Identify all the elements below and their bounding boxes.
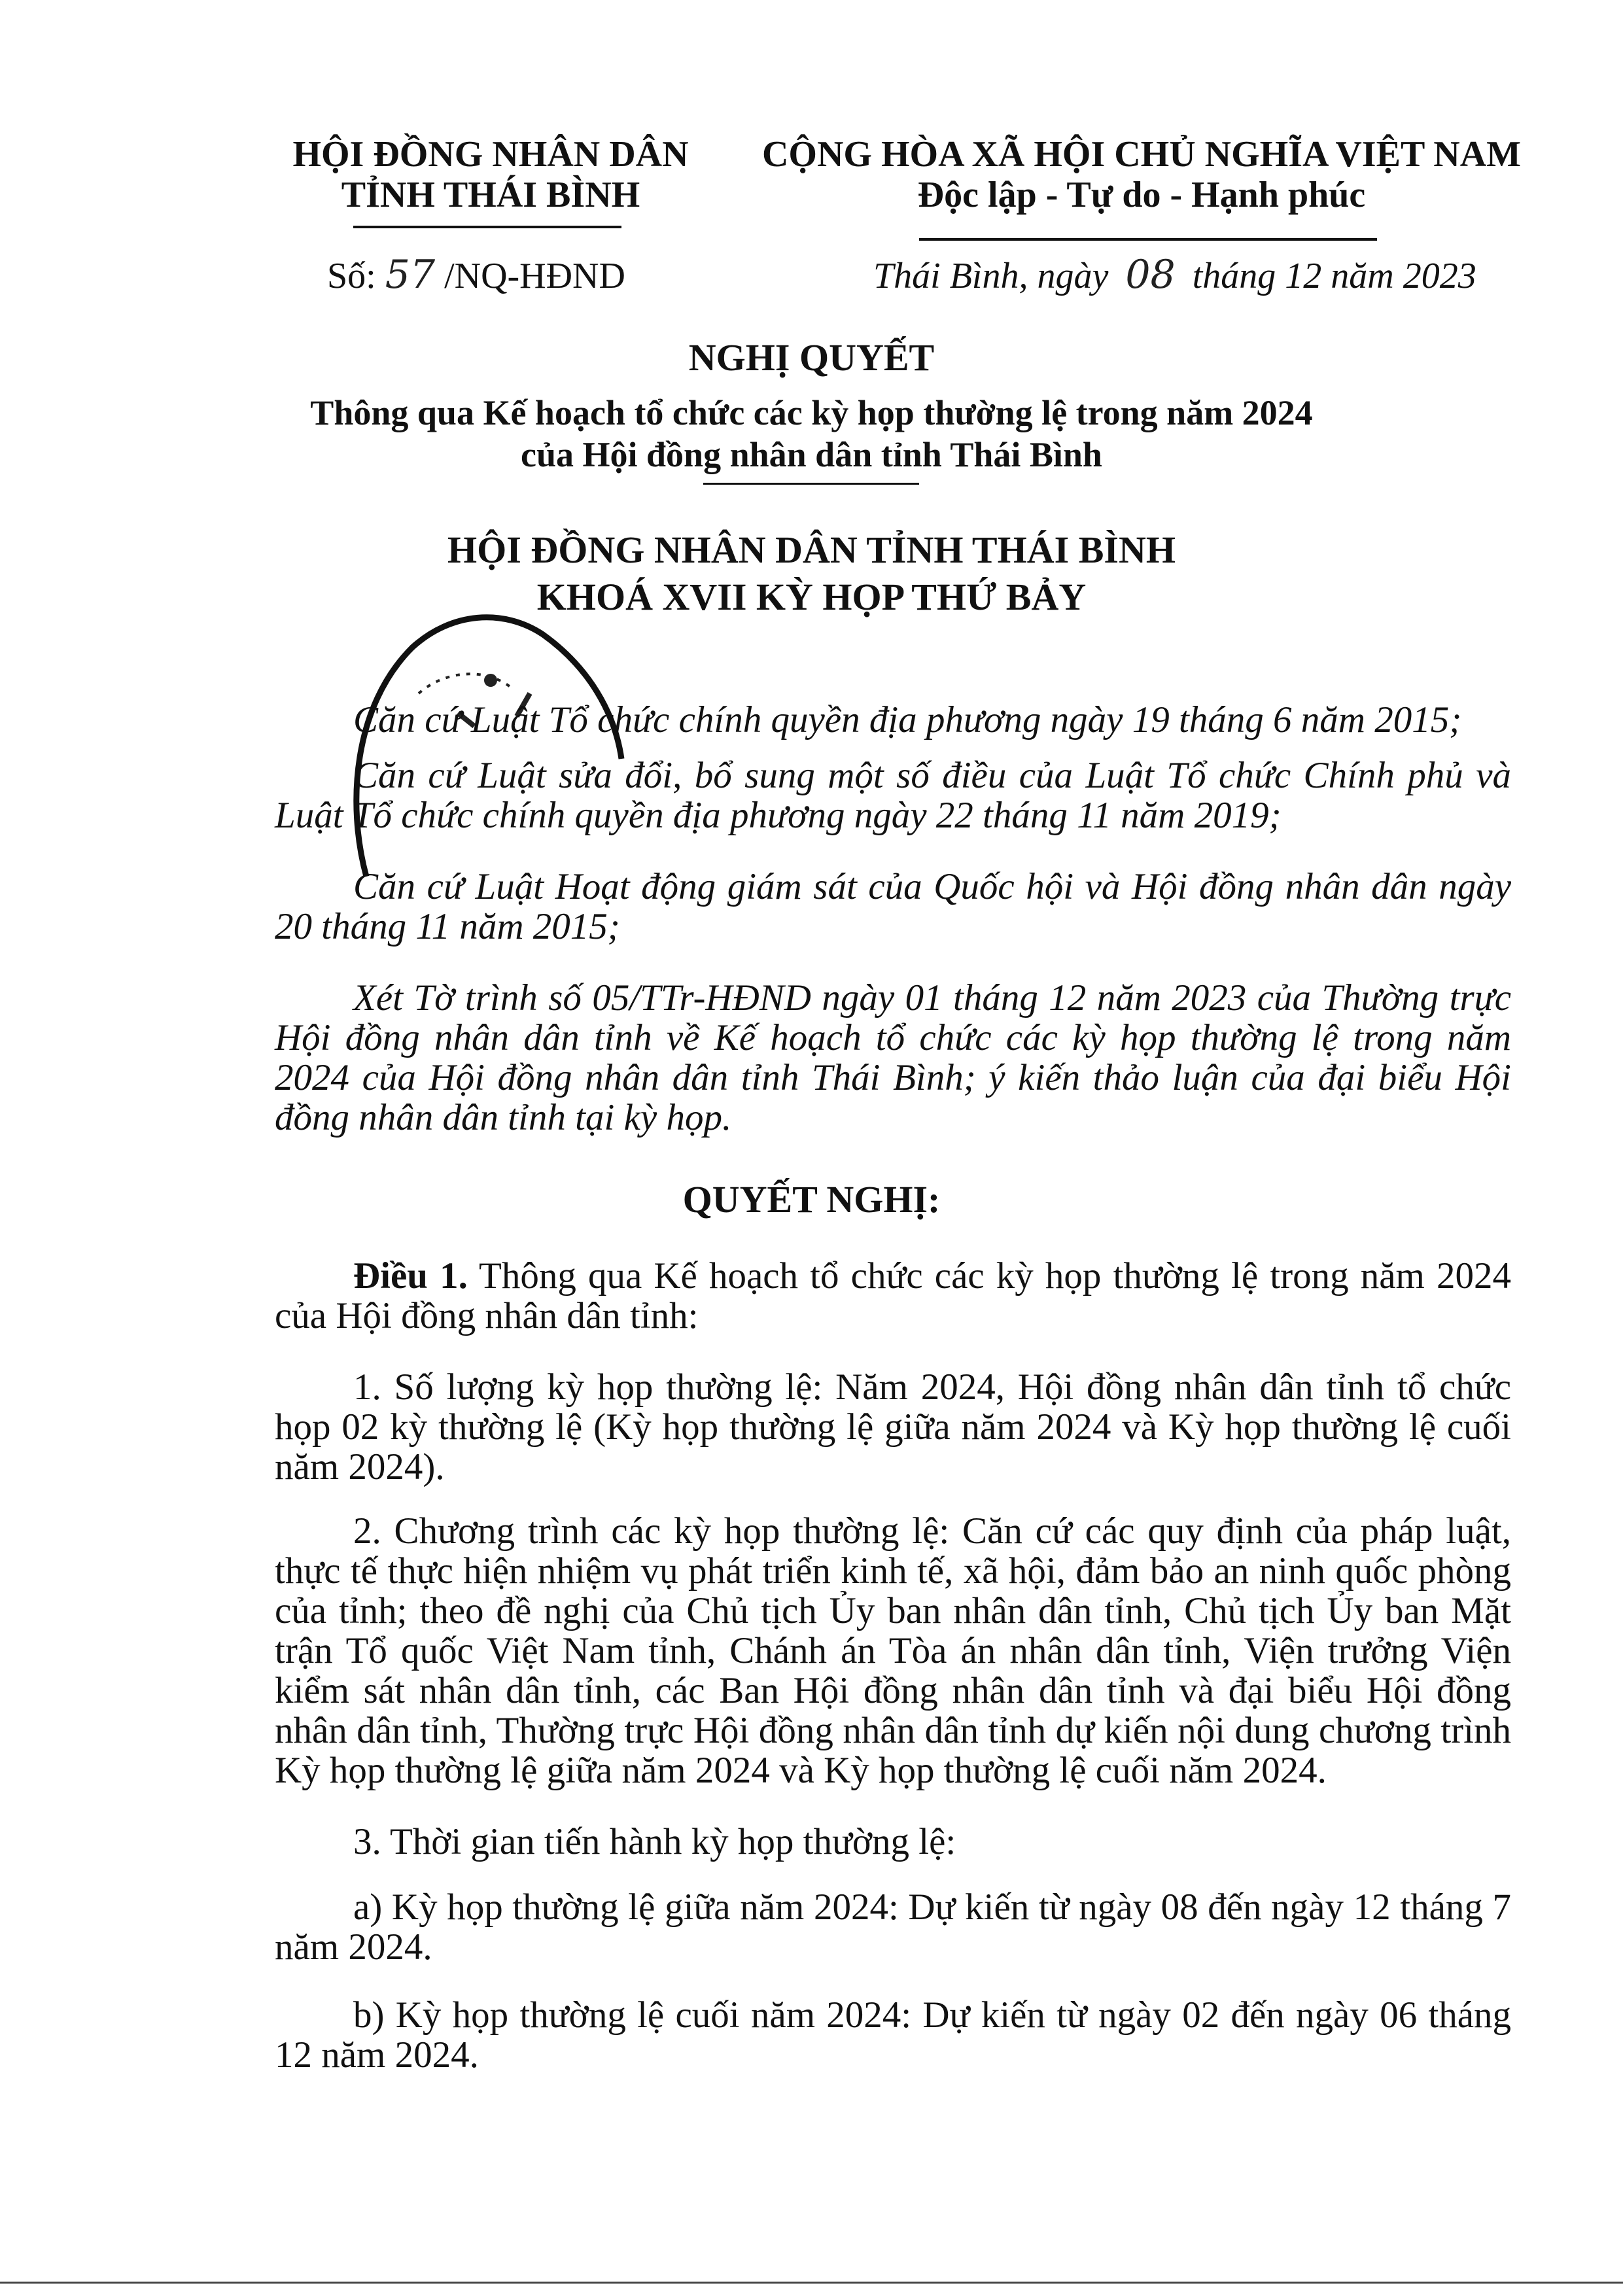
national-motto — [759, 134, 1524, 215]
handwritten-day: 08 — [1125, 252, 1176, 298]
number-label: Số: — [327, 256, 376, 296]
article-1-item-3b: b) Kỳ họp thường lệ cuối năm 2024: Dự kiến từ ngày 02 đến ngày 06 tháng 12 năm 2024. — [275, 1994, 1511, 2076]
document-date — [873, 252, 1476, 298]
subject-line-1: Thông qua Kế hoạch tổ chức các kỳ họp thường lệ trong năm 2024 — [310, 393, 1313, 432]
document-number — [327, 252, 625, 298]
date-suffix: tháng 12 năm 2023 — [1192, 256, 1476, 296]
country-name: CỘNG HÒA XÃ HỘI CHỦ NGHĨA VIỆT NAM — [761, 134, 1522, 175]
article-label: Điều 1. — [353, 1255, 468, 1296]
seal-stamp-icon — [340, 608, 654, 883]
divider — [919, 238, 1377, 241]
issuer-line-1: HỘI ĐỒNG NHÂN DÂN TỈNH THÁI BÌNH — [447, 529, 1176, 571]
issuing-body — [0, 527, 1623, 621]
handwritten-number: 57 — [385, 252, 436, 298]
issuer-line-2: KHOÁ XVII KỲ HỌP THỨ BẢY — [536, 576, 1087, 618]
article-1-item-2: 2. Chương trình các kỳ họp thường lệ: Căn cứ các quy định của pháp luật, thực tế thực hiện nhiệm vụ phát triển kinh tế, xã hội, đảm bảo an ninh quốc phòng của tỉnh; theo đề nghị của Chủ tịch Ủy ban nhân dân tỉnh, Chủ tịch Ủy ban Mặt trận Tổ quốc Việt Nam tỉnh, Chánh án Tòa án nhân dân tỉnh, Viện trưởng Viện kiểm sát nhân dân tỉnh, các Ban Hội đồng nhân dân tỉnh và đại biểu Hội đồng nhân dân tỉnh, Thường trực Hội đồng nhân dân tỉnh dự kiến nội dung chương trình Kỳ họp thường lệ giữa năm 2024 và Kỳ họp thường lệ cuối năm 2024. — [275, 1510, 1511, 1791]
date-prefix: Thái Bình, ngày — [873, 256, 1109, 296]
article-1-item-1: 1. Số lượng kỳ họp thường lệ: Năm 2024, Hội đồng nhân dân tỉnh tổ chức họp 02 kỳ thường lệ (Kỳ họp thường lệ giữa năm 2024 và Kỳ họp thường lệ cuối năm 2024). — [275, 1366, 1511, 1487]
org-line-1: HỘI ĐỒNG NHÂN DÂN — [292, 134, 689, 175]
number-suffix: /NQ-HĐND — [444, 256, 625, 296]
divider — [703, 483, 919, 485]
article-1: Điều 1. Thông qua Kế hoạch tổ chức các kỳ họp thường lệ trong năm 2024 của Hội đồng nhân dân tỉnh: — [275, 1255, 1512, 1336]
preamble-4: Xét Tờ trình số 05/TTr-HĐND ngày 01 tháng 12 năm 2023 của Thường trực Hội đồng nhân dân tỉnh về Kế hoạch tổ chức các kỳ họp thường lệ trong năm 2024 của Hội đồng nhân dân tỉnh Thái Bình; ý kiến thảo luận của đại biểu Hội đồng nhân dân tỉnh tại kỳ họp. — [275, 977, 1511, 1138]
page-bottom-line — [0, 2282, 1623, 2284]
article-1-item-3a: a) Kỳ họp thường lệ giữa năm 2024: Dự kiến từ ngày 08 đến ngày 12 tháng 7 năm 2024. — [275, 1887, 1511, 1968]
divider — [353, 226, 621, 228]
doc-type: NGHỊ QUYẾT — [688, 336, 935, 379]
decision-heading: QUYẾT NGHỊ: — [682, 1178, 941, 1221]
subject-line-2: của Hội đồng nhân dân tỉnh Thái Bình — [521, 435, 1102, 474]
motto: Độc lập - Tự do - Hạnh phúc — [917, 175, 1366, 215]
preamble-3: Căn cứ Luật Hoạt động giám sát của Quốc hội và Hội đồng nhân dân ngày 20 tháng 11 năm 2015; — [275, 866, 1511, 947]
article-1-item-3: 3. Thời gian tiến hành kỳ họp thường lệ: — [353, 1821, 956, 1862]
preamble-2: Căn cứ Luật sửa đổi, bổ sung một số điều của Luật Tổ chức Chính phủ và Luật Tổ chức chính quyền địa phương ngày 22 tháng 11 năm 2019; — [275, 755, 1511, 836]
document-title — [0, 337, 1623, 476]
issuing-organization — [249, 134, 733, 215]
org-line-2: TỈNH THÁI BÌNH — [341, 175, 640, 215]
preamble-1: Căn cứ Luật Tổ chức chính quyền địa phương ngày 19 tháng 6 năm 2015; — [353, 699, 1462, 740]
